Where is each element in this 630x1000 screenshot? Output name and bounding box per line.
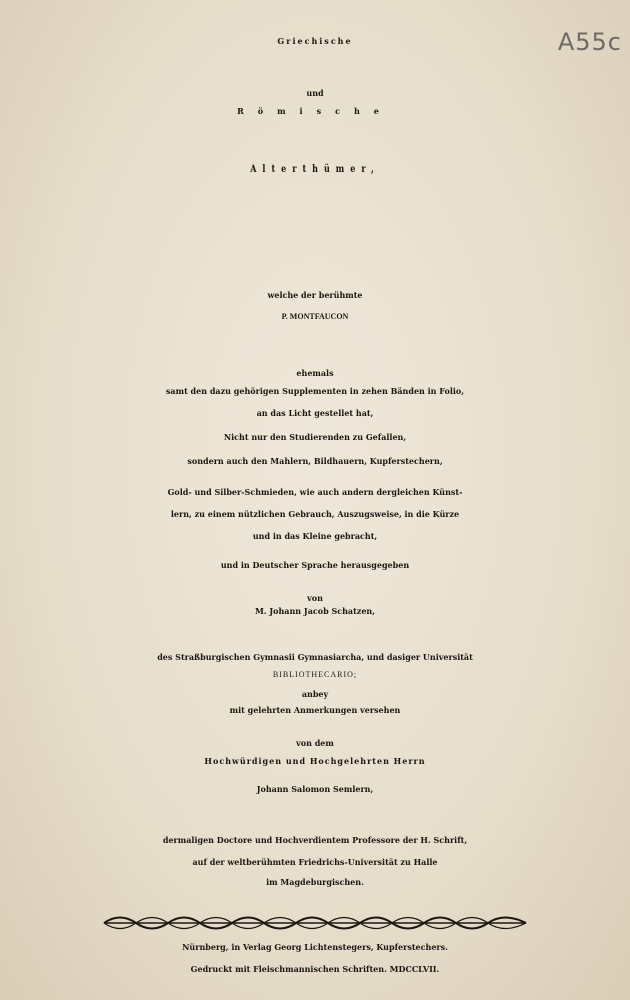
desc-line-6: lern, zu einem nützlichen Gebrauch, Auszugsweise, in die Kürze xyxy=(170,509,460,519)
von-dem-text: von dem xyxy=(296,738,334,748)
shelfmark: A55c xyxy=(557,28,622,56)
printer-line: Gedruckt mit Fleischmannischen Schriften. MDCCLVII. xyxy=(190,964,440,974)
annotator-role-2: auf der weltberühmten Friedrichs-Universität zu Halle xyxy=(192,857,438,867)
ornamental-rule xyxy=(100,912,530,934)
desc-line-8: und in Deutscher Sprache herausgegeben xyxy=(220,560,410,570)
author-name: P. MONTFAUCON xyxy=(281,312,349,321)
von-text-1: von xyxy=(307,593,323,603)
title-line-griechische: Griechische xyxy=(277,36,353,46)
editor-role: des Straßburgischen Gymnasii Gymnasiarcha, und dasiger Universität xyxy=(157,652,473,662)
desc-line-1: samt den dazu gehörigen Supplementen in zehen Bänden in Folio, xyxy=(165,386,465,396)
imprint-line: Nürnberg, in Verlag Georg Lichtenstegers, Kupferstechers. xyxy=(182,942,448,952)
annotator-name: Johann Salomon Semlern, xyxy=(256,784,374,794)
desc-line-4: sondern auch den Mahlern, Bildhauern, Kupferstechern, xyxy=(187,456,443,466)
annotation-note: mit gelehrten Anmerkungen versehen xyxy=(229,705,401,715)
title-line-und: und xyxy=(306,88,324,98)
desc-line-3: Nicht nur den Studierenden zu Gefallen, xyxy=(223,432,407,442)
desc-line-7: und in das Kleine gebracht, xyxy=(252,531,378,541)
title-line-alterthuemer: Alterthümer, xyxy=(250,162,380,175)
desc-line-5: Gold- und Silber-Schmieden, wie auch andern dergleichen Künst- xyxy=(167,487,463,497)
hochwuerdig-text: Hochwürdigen und Hochgelehrten Herrn xyxy=(204,756,426,766)
annotator-role-1: dermaligen Doctore und Hochverdientem Professore der H. Schrift, xyxy=(162,835,468,845)
editor-role-2: BIBLIOTHECARIO; xyxy=(272,670,358,679)
editor-name: M. Johann Jacob Schatzen, xyxy=(254,606,376,616)
desc-line-2: an das Licht gestellet hat, xyxy=(256,408,374,418)
title-line-roemische: Römische xyxy=(237,106,393,116)
anbey-text: anbey xyxy=(301,689,329,699)
annotator-role-3: im Magdeburgischen. xyxy=(266,877,364,887)
ehemals-text: ehemals xyxy=(296,368,334,378)
author-intro: welche der berühmte xyxy=(267,290,363,300)
